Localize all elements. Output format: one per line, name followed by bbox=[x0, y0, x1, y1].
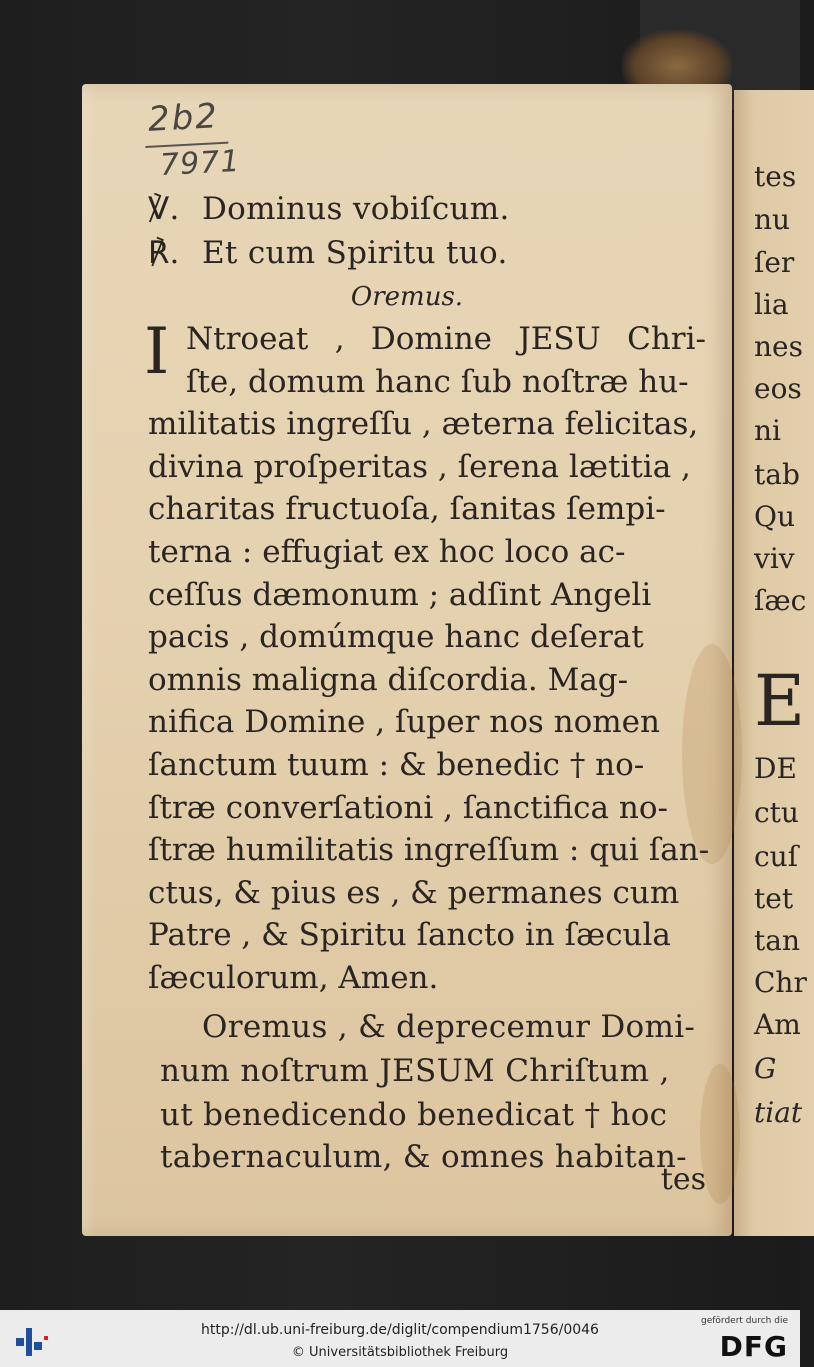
prayer-word: terna : effugiat ex hoc loco ac- bbox=[148, 534, 626, 570]
prayer-line bbox=[148, 491, 708, 528]
facing-page-fragment: Qu bbox=[754, 500, 795, 533]
response-mark: ℟. bbox=[148, 235, 180, 271]
facing-page-fragment: eos bbox=[754, 372, 802, 405]
oremus-heading: Oremus. bbox=[350, 282, 464, 312]
response-line bbox=[148, 235, 508, 271]
second-prayer-line: tabernaculum, & omnes habitan- bbox=[160, 1139, 687, 1175]
facing-page-fragment: DE bbox=[754, 752, 797, 785]
second-prayer-line: num noſtrum JESUM Chriſtum , bbox=[160, 1053, 670, 1089]
prayer-line bbox=[148, 917, 708, 954]
prayer-word: ctus, & pius es , & permanes cum bbox=[148, 874, 680, 911]
facing-page-fragment: tab bbox=[754, 458, 800, 491]
prayer-word: charitas fructuoſa, ſanitas ſempi- bbox=[148, 491, 666, 528]
prayer-word: militatis ingreſſu , æterna felicitas, bbox=[148, 406, 699, 443]
response-text: Et cum Spiritu tuo. bbox=[202, 235, 508, 271]
facing-page-fragment: lia bbox=[754, 288, 789, 321]
facing-page-fragment: ni bbox=[754, 414, 781, 447]
prayer-line bbox=[148, 789, 708, 826]
prayer-line bbox=[148, 661, 708, 698]
facing-page-fragment: nu bbox=[754, 203, 791, 236]
prayer-word: ſte, domum hanc ſub noſtræ hu- bbox=[186, 363, 689, 400]
prayer-word: nifica Domine , ſuper nos nomen bbox=[148, 704, 660, 741]
torn-binding-fragment bbox=[622, 30, 732, 90]
prayer-line bbox=[186, 321, 706, 357]
versicle-line bbox=[148, 191, 510, 227]
prayer-line bbox=[148, 576, 704, 613]
prayer-line bbox=[148, 619, 704, 656]
prayer-word: , bbox=[334, 321, 345, 357]
prayer-word: JESU bbox=[518, 321, 601, 357]
prayer-word: ſæculorum, Amen. bbox=[148, 960, 439, 996]
facing-page-text bbox=[754, 0, 814, 1300]
facing-page-fragment: ſer bbox=[754, 246, 795, 279]
facing-page-fragment: tan bbox=[754, 924, 800, 957]
prayer-word: ſtræ converſationi , ſanctifica no- bbox=[148, 789, 668, 826]
prayer-word: Domine bbox=[370, 321, 493, 357]
funding-note: gefördert durch die bbox=[701, 1316, 788, 1326]
footer-bar bbox=[0, 1310, 800, 1367]
prayer-word: Ntroeat bbox=[186, 321, 309, 357]
facing-page-fragment: cuſ bbox=[754, 840, 799, 873]
prayer-word: ceſſus dæmonum ; adſint Angeli bbox=[148, 576, 652, 613]
pencil-note-second: 7971 bbox=[159, 143, 242, 184]
second-prayer-line: Oremus , & deprecemur Domi- bbox=[202, 1009, 696, 1045]
facing-page-fragment: Chr bbox=[754, 966, 807, 999]
prayer-word: divina proſperitas , ſerena lætitia , bbox=[148, 448, 691, 485]
prayer-word: pacis , domúmque hanc deſerat bbox=[148, 619, 644, 656]
prayer-word: Chri- bbox=[627, 321, 706, 357]
prayer-line bbox=[186, 363, 706, 400]
facing-page-fragment: tet bbox=[754, 882, 794, 915]
facing-page-fragment: ctu bbox=[754, 796, 799, 829]
dfg-logo bbox=[698, 1316, 788, 1362]
facing-page-fragment: G bbox=[754, 1052, 777, 1085]
prayer-word: ſtræ humilitatis ingreſſum : qui ſan- bbox=[148, 832, 710, 869]
facing-page-fragment: tes bbox=[754, 160, 797, 193]
versicle-mark: ℣. bbox=[148, 191, 180, 227]
second-prayer-line: ut benedicendo benedicat † hoc bbox=[160, 1097, 668, 1133]
pencil-note-top: 2b2 bbox=[147, 96, 220, 140]
prayer-line bbox=[148, 874, 708, 911]
prayer-line bbox=[148, 747, 704, 783]
prayer-line bbox=[148, 534, 708, 570]
facing-page-fragment: Am bbox=[754, 1008, 801, 1041]
prayer-line bbox=[148, 448, 708, 485]
prayer-line bbox=[148, 832, 710, 869]
prayer-line bbox=[148, 704, 704, 741]
facing-page-fragment: E bbox=[754, 660, 806, 742]
prayer-word: ſanctum tuum : & benedic † no- bbox=[148, 747, 645, 783]
drop-capital: I bbox=[144, 315, 170, 389]
versicle-text: Dominus vobiſcum. bbox=[202, 191, 510, 227]
page-text bbox=[82, 84, 732, 1236]
prayer-word: Patre , & Spiritu ſancto in ſæcula bbox=[148, 917, 671, 954]
prayer-line bbox=[148, 960, 439, 996]
book-page bbox=[82, 84, 732, 1236]
catchword: tes bbox=[660, 1162, 706, 1197]
prayer-line bbox=[148, 406, 708, 443]
permalink-url[interactable]: http://dl.ub.uni-freiburg.de/diglit/compendium1756/0046 bbox=[201, 1322, 599, 1338]
prayer-word: omnis maligna diſcordia. Mag- bbox=[148, 661, 629, 698]
facing-page-fragment: tiat bbox=[754, 1096, 803, 1129]
facing-page-fragment: viv bbox=[754, 542, 795, 575]
facing-page-fragment: nes bbox=[754, 330, 803, 363]
copyright-text: © Universitätsbibliothek Freiburg bbox=[291, 1345, 509, 1360]
dfg-mark: DFG bbox=[719, 1330, 788, 1363]
facing-page-fragment: ſæc bbox=[754, 584, 807, 617]
